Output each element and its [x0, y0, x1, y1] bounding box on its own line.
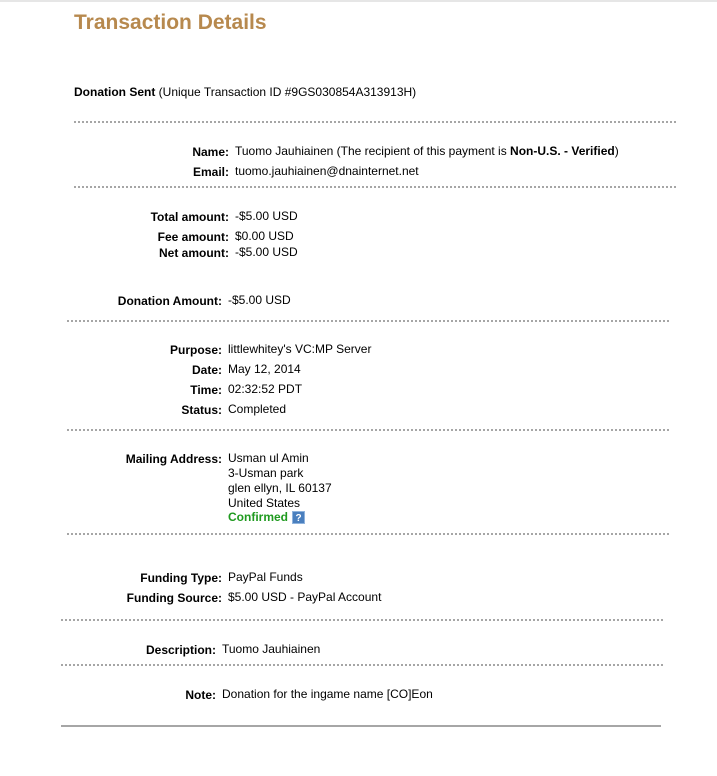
address-line: Usman ul Amin	[228, 451, 309, 465]
time-label: Time:	[190, 383, 222, 397]
net-amount-label: Net amount:	[159, 246, 229, 260]
address-line: glen ellyn, IL 60137	[228, 481, 332, 495]
name-label: Name:	[192, 145, 229, 159]
recipient-note-suffix: )	[614, 144, 619, 158]
donation-amount-label: Donation Amount:	[117, 294, 222, 308]
divider	[74, 121, 676, 123]
help-icon[interactable]: ?	[292, 511, 305, 524]
page-title: Transaction Details	[74, 11, 267, 34]
funding-type-value: PayPal Funds	[228, 570, 303, 584]
transaction-id: (Unique Transaction ID #9GS030854A313913H)	[158, 85, 417, 99]
divider	[74, 186, 676, 188]
net-amount-value: -$5.00 USD	[235, 245, 298, 259]
divider	[61, 619, 663, 621]
status-value: Completed	[228, 402, 287, 416]
recipient-note-prefix: (The recipient of this payment is	[333, 144, 511, 158]
donation-amount-value: -$5.00 USD	[228, 293, 291, 307]
address-confirmed-row	[228, 510, 305, 524]
time-value: 02:32:52 PDT	[228, 382, 303, 396]
summary-heading: Donation Sent	[74, 85, 156, 99]
recipient-name: Tuomo Jauhiainen	[235, 144, 334, 158]
recipient-name-row	[235, 144, 619, 158]
note-label: Note:	[185, 688, 216, 702]
address-confirmed-status: Confirmed	[228, 510, 288, 524]
note-value: Donation for the ingame name [CO]Eon	[222, 687, 433, 701]
purpose-label: Purpose:	[169, 343, 222, 357]
funding-source-value: $5.00 USD - PayPal Account	[228, 590, 382, 604]
recipient-status: Non-U.S. - Verified	[510, 144, 615, 158]
divider	[67, 429, 669, 431]
top-border	[0, 0, 717, 2]
funding-type-label: Funding Type:	[140, 571, 222, 585]
date-label: Date:	[191, 363, 222, 377]
email-label: Email:	[192, 165, 229, 179]
divider	[61, 664, 663, 666]
funding-source-label: Funding Source:	[126, 591, 222, 605]
mailing-address-label: Mailing Address:	[125, 452, 222, 466]
purpose-value: littlewhitey's VC:MP Server	[228, 342, 372, 356]
fee-amount-value: $0.00 USD	[235, 229, 294, 243]
description-label: Description:	[145, 643, 216, 657]
address-line: 3-Usman park	[228, 466, 304, 480]
fee-amount-label: Fee amount:	[157, 230, 229, 244]
status-label: Status:	[181, 403, 222, 417]
divider	[67, 533, 669, 535]
address-line: United States	[228, 496, 301, 510]
transaction-summary	[74, 85, 416, 99]
footer-rule	[61, 725, 661, 727]
total-amount-label: Total amount:	[150, 210, 229, 224]
description-value: Tuomo Jauhiainen	[222, 642, 321, 656]
recipient-email: tuomo.jauhiainen@dnainternet.net	[235, 164, 419, 178]
date-value: May 12, 2014	[228, 362, 301, 376]
total-amount-value: -$5.00 USD	[235, 209, 298, 223]
divider	[67, 320, 669, 322]
